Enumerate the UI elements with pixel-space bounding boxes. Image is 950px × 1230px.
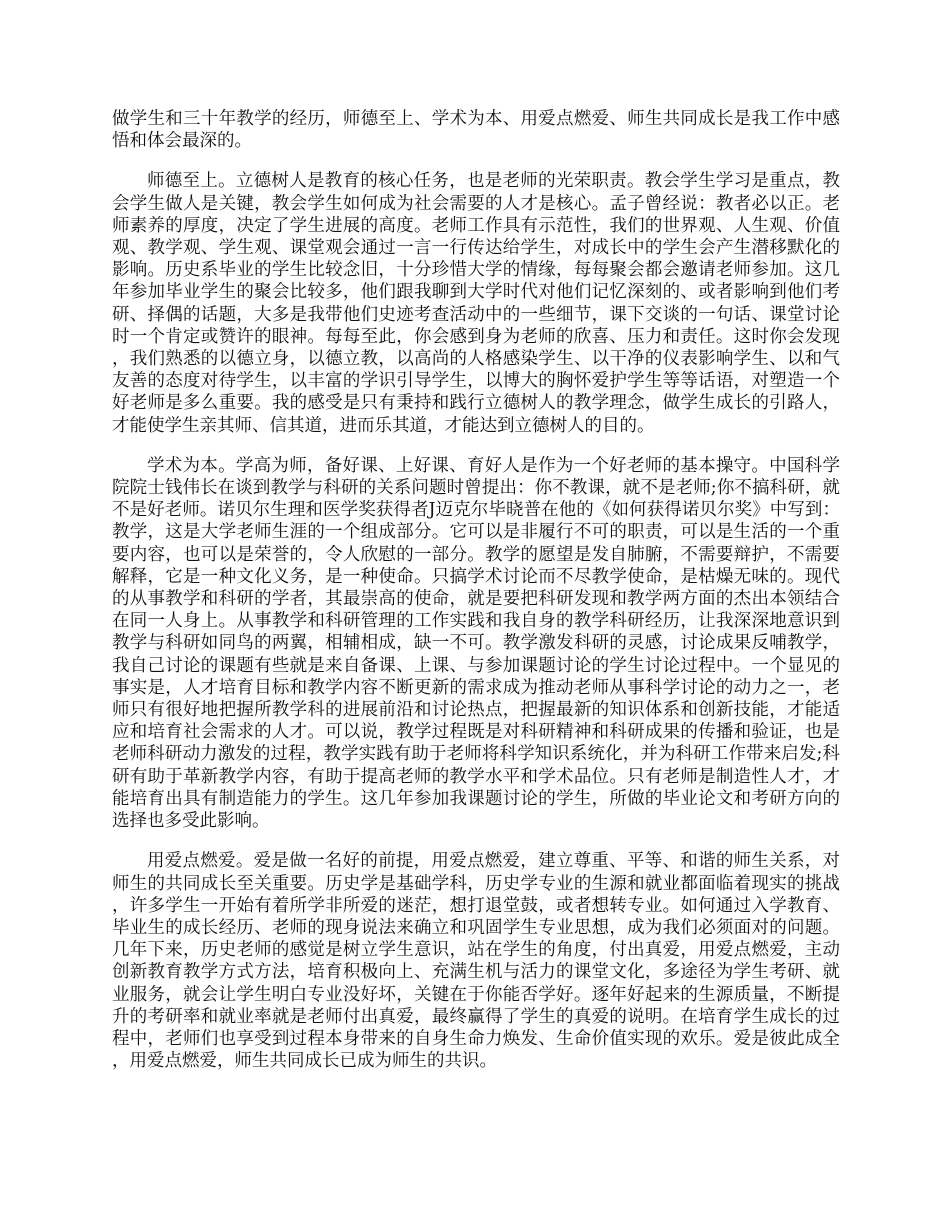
paragraph-love-ignites-love: 用爱点燃爱。爱是做一名好的前提，用爱点燃爱，建立尊重、平等、和谐的师生关系，对师生的共同成长至关重要。历史学是基础学科，历史学专业的生源和就业都面临着现实的挑战，许多学生一开始有着所学非所爱的迷茫，想打退堂鼓，或者想转专业。如何通过入学教育、毕业生的成长经历、老师的现身说法来确立和巩固学生专业思想，成为我们必须面对的问题。几年下来，历史老师的感觉是树立学生意识，站在学生的角度，付出真爱，用爱点燃爱，主动创新教育教学方式方法，培育积极向上、充满生机与活力的课堂文化，多途径为学生考研、就业服务，就会让学生明白专业没好坏，关键在于你能否学好。逐年好起来的生源质量，不断提升的考研率和就业率就是老师付出真爱，最终赢得了学生的真爱的说明。在培育学生成长的过程中，老师们也享受到过程本身带来的自身生命力焕发、生命价值实现的欢乐。爱是彼此成全，用爱点燃爱，师生共同成长已成为师生的共识。 [112,851,840,1072]
paragraph-teacher-ethics: 师德至上。立德树人是教育的核心任务，也是老师的光荣职责。教会学生学习是重点，教会学生做人是关键，教会学生如何成为社会需要的人才是核心。孟子曾经说：教者必以正。老师素养的厚度，决定了学生进展的高度。老师工作具有示范性，我们的世界观、人生观、价值观、教学观、学生观、课堂观会通过一言一行传达给学生，对成长中的学生会产生潜移默化的影响。历史系毕业的学生比较念旧，十分珍惜大学的情缘，每每聚会都会邀请老师参加。这几年参加毕业学生的聚会比较多，他们跟我聊到大学时代对他们记忆深刻的、或者影响到他们考研、择偶的话题，大多是我带他们史迹考查活动中的一些细节，课下交谈的一句话、课堂讨论时一个肯定或赞许的眼神。每每至此，你会感到身为老师的欣喜、压力和责任。这时你会发现，我们熟悉的以德立身，以德立教，以高尚的人格感染学生、以干净的仪表影响学生、以和气友善的态度对待学生，以丰富的学识引导学生，以博大的胸怀爱护学生等等话语，对塑造一个好老师是多么重要。我的感受是只有秉持和践行立德树人的教学理念，做学生成长的引路人，才能使学生亲其师、信其道，进而乐其道，才能达到立德树人的目的。 [112,171,840,436]
document-body [112,108,840,1090]
paragraph-intro: 做学生和三十年教学的经历，师德至上、学术为本、用爱点燃爱、师生共同成长是我工作中感悟和体会最深的。 [112,109,840,152]
paragraph-academic-foundation: 学术为本。学高为师，备好课、上好课、育好人是作为一个好老师的基本操守。中国科学院院士钱伟长在谈到教学与科研的关系问题时曾提出：你不教课，就不是老师;你不搞科研，就不是好老师。诺贝尔生理和医学奖获得者J迈克尔毕晓普在他的《如何获得诺贝尔奖》中写到：教学，这是大学老师生涯的一个组成部分。它可以是非履行不可的职责，可以是生活的一个重要内容，也可以是荣誉的，令人欣慰的一部分。教学的愿望是发自肺腑，不需要辩护，不需要解释，它是一种文化义务，是一种使命。只搞学术讨论而不尽教学使命，是枯燥无味的。现代的从事教学和科研的学者，其最崇高的使命，就是要把科研发现和教学两方面的杰出本领结合在同一人身上。从事教学和科研管理的工作实践和我自身的教学科研经历，让我深深地意识到教学与科研如同鸟的两翼，相辅相成，缺一不可。教学激发科研的灵感，讨论成果反哺教学，我自己讨论的课题有些就是来自备课、上课、与参加课题讨论的学生讨论过程中。一个显见的事实是，人才培育目标和教学内容不断更新的需求成为推动老师从事科学讨论的动力之一，老师只有很好地把握所教学科的进展前沿和讨论热点，把握最新的知识体系和创新技能，才能适应和培育社会需求的人才。可以说，教学过程既是对科研精神和科研成果的传播和验证，也是老师科研动力激发的过程，教学实践有助于老师将科学知识系统化，并为科研工作带来启发;科研有助于革新教学内容，有助于提高老师的教学水平和学术品位。只有老师是制造性人才，才能培育出具有制造能力的学生。这几年参加我课题讨论的学生，所做的毕业论文和考研方向的选择也多受此影响。 [112,455,840,832]
